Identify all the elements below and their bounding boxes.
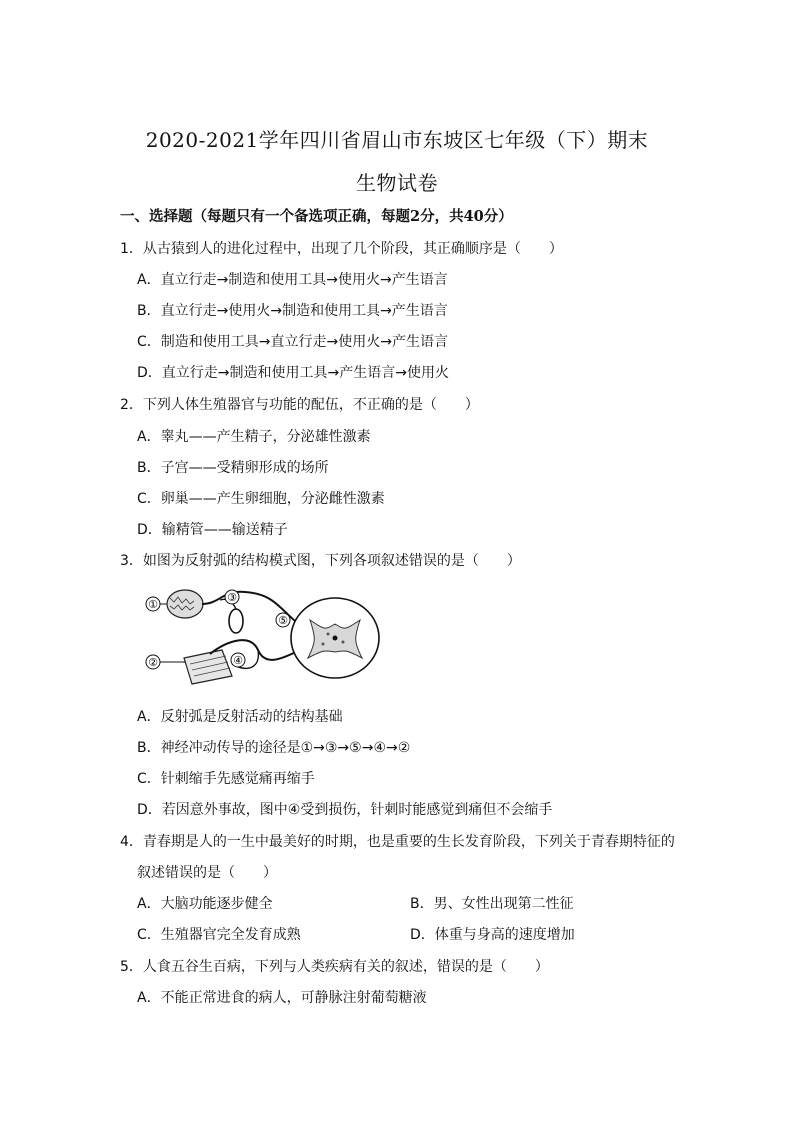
spinal-cord-icon xyxy=(291,598,379,678)
question-3-stem: 3．如图为反射弧的结构模式图，下列各项叙述错误的是（ ） xyxy=(120,553,521,569)
question-1-option-a: A．直立行走→制造和使用工具→使用火→产生语言 xyxy=(137,272,448,288)
question-1-stem: 1．从古猿到人的进化过程中，出现了几个阶段，其正确顺序是（ ） xyxy=(120,241,563,257)
question-2-option-b: B．子宫——受精卵形成的场所 xyxy=(137,460,329,476)
question-2-option-a: A．睾丸——产生精子，分泌雄性激素 xyxy=(137,429,371,445)
question-5-option-a: A．不能正常进食的病人，可静脉注射葡萄糖液 xyxy=(137,990,427,1006)
label-4: ④ xyxy=(233,654,243,667)
question-2-stem: 2．下列人体生殖器官与功能的配伍，不正确的是（ ） xyxy=(120,397,479,413)
label-3: ③ xyxy=(227,591,237,604)
exam-title-line1: 2020-2021学年四川省眉山市东坡区七年级（下）期末 xyxy=(145,128,649,152)
question-3-option-b: B．神经冲动传导的途径是①→③→⑤→④→② xyxy=(137,740,411,756)
question-4-option-c: C．生殖器官完全发育成熟 xyxy=(137,927,301,943)
question-2-option-c: C．卵巢——产生卵细胞，分泌雌性激素 xyxy=(137,491,385,507)
label-1: ① xyxy=(148,598,158,611)
question-4-stem: 4．青春期是人的一生中最美好的时期，也是重要的生长发育阶段，下列关于青春期特征的 xyxy=(120,834,675,850)
question-2-option-d: D．输精管——输送精子 xyxy=(137,522,288,538)
question-4-option-a: A．大脑功能逐步健全 xyxy=(137,896,273,912)
question-4-option-b: B．男、女性出现第二性征 xyxy=(410,896,574,912)
label-2: ② xyxy=(148,656,158,669)
question-3-option-a: A．反射弧是反射活动的结构基础 xyxy=(137,709,343,725)
question-1-option-c: C．制造和使用工具→直立行走→使用火→产生语言 xyxy=(137,334,448,350)
label-5: ⑤ xyxy=(278,614,288,627)
reflex-arc-figure xyxy=(140,580,385,692)
receptor-skin-icon xyxy=(167,590,203,618)
exam-title-line2: 生物试卷 xyxy=(356,171,438,195)
effector-muscle-icon xyxy=(184,650,232,684)
question-4-stem-cont: 叙述错误的是（ ） xyxy=(137,865,277,881)
question-1-option-b: B．直立行走→使用火→制造和使用工具→产生语言 xyxy=(137,303,448,319)
question-3-option-d: D．若因意外事故，图中④受到损伤，针刺时能感觉到痛但不会缩手 xyxy=(137,802,553,818)
question-3-option-c: C．针刺缩手先感觉痛再缩手 xyxy=(137,771,315,787)
section-heading: 一、选择题（每题只有一个备选项正确，每题2分，共40分） xyxy=(120,208,513,225)
ganglion xyxy=(229,609,243,633)
question-5-stem: 5．人食五谷生百病，下列与人类疾病有关的叙述，错误的是（ ） xyxy=(120,959,549,975)
question-1-option-d: D．直立行走→制造和使用工具→产生语言→使用火 xyxy=(137,365,449,381)
question-4-option-d: D．体重与身高的速度增加 xyxy=(410,927,575,943)
